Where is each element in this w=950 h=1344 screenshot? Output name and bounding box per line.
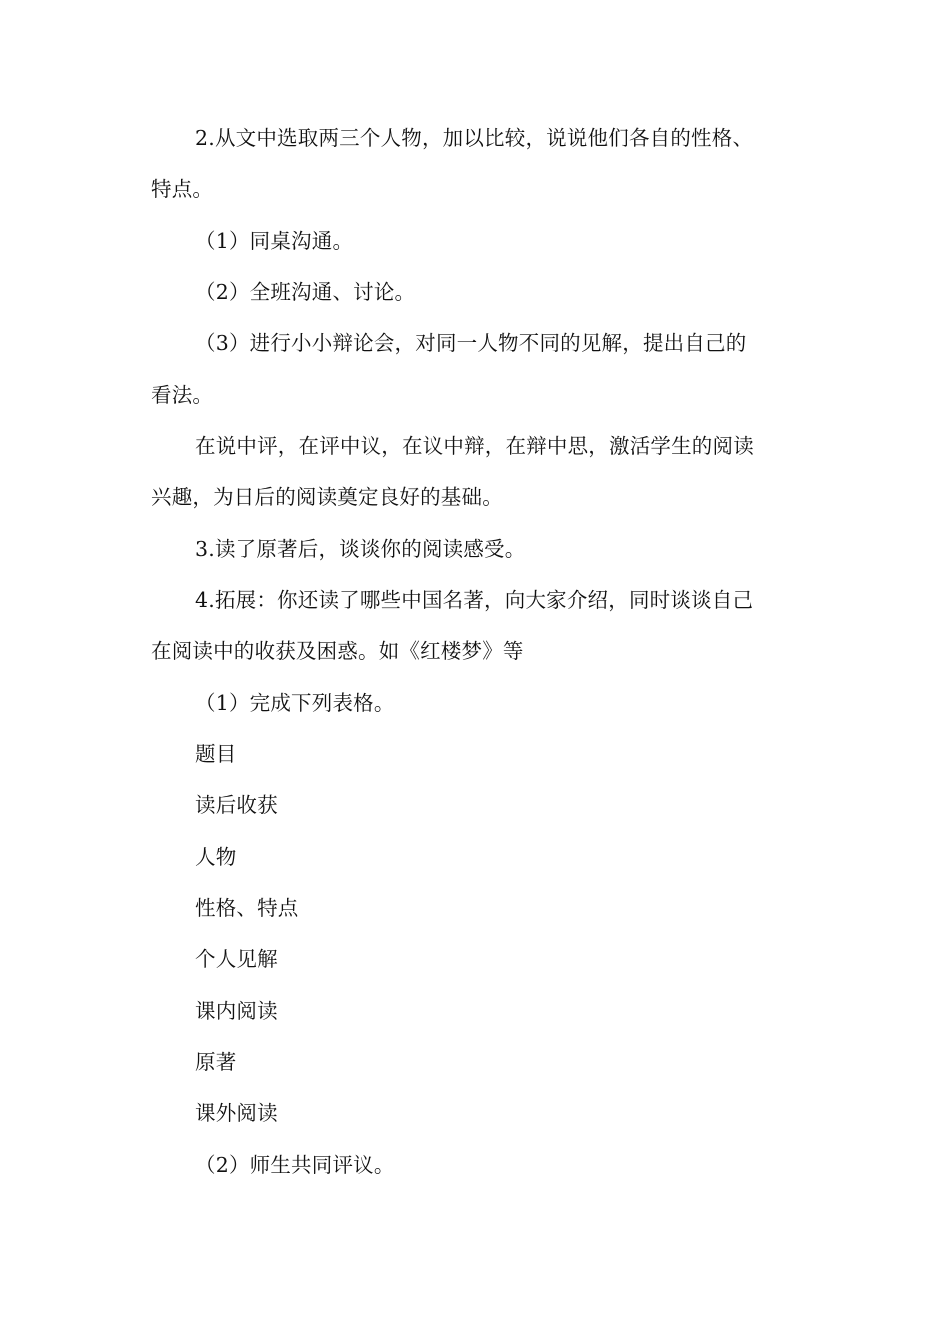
sub-item-review: （2）师生共同评议。 <box>195 1153 395 1177</box>
paragraph-item-2-line-1: 2.从文中选取两三个人物，加以比较，说说他们各自的性格、 <box>195 126 754 150</box>
table-cell-gains: 读后收获 <box>195 793 278 817</box>
table-cell-character: 人物 <box>195 845 237 869</box>
table-cell-original-work: 原著 <box>195 1050 237 1074</box>
table-cell-title: 题目 <box>195 742 237 766</box>
sub-item-2: （2）全班沟通、讨论。 <box>195 280 416 304</box>
sub-item-1: （1）同桌沟通。 <box>195 229 354 253</box>
table-cell-traits: 性格、特点 <box>195 896 299 920</box>
sub-item-3-line-1: （3）进行小小辩论会，对同一人物不同的见解，提出自己的 <box>195 331 747 355</box>
paragraph-commentary-line-2: 兴趣，为日后的阅读奠定良好的基础。 <box>151 485 503 509</box>
paragraph-item-4-line-2: 在阅读中的收获及困惑。如《红楼梦》等 <box>151 639 524 663</box>
table-cell-in-class-reading: 课内阅读 <box>195 999 278 1023</box>
paragraph-item-2-line-2: 特点。 <box>151 177 214 201</box>
table-cell-opinion: 个人见解 <box>195 947 278 971</box>
paragraph-item-3: 3.读了原著后，谈谈你的阅读感受。 <box>195 537 526 561</box>
paragraph-commentary-line-1: 在说中评，在评中议，在议中辩，在辩中思，激活学生的阅读 <box>195 434 754 458</box>
table-cell-extracurricular-reading: 课外阅读 <box>195 1101 278 1125</box>
paragraph-item-4-line-1: 4.拓展：你还读了哪些中国名著，向大家介绍，同时谈谈自己 <box>195 588 754 612</box>
sub-item-table-instruction: （1）完成下列表格。 <box>195 691 395 715</box>
sub-item-3-line-2: 看法。 <box>151 383 214 407</box>
